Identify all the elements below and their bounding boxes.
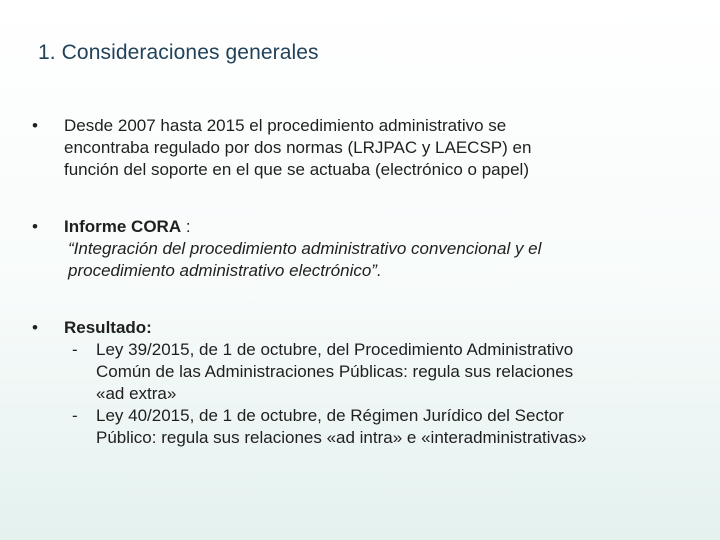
dash-icon: -	[72, 340, 78, 359]
text-line: «ad extra»	[96, 384, 177, 403]
text-line: encontraba regulado por dos normas (LRJPAC y LAECSP) en	[64, 138, 532, 157]
bullet-icon: •	[32, 318, 38, 337]
bullet-icon: •	[32, 116, 38, 135]
bullet-heading	[64, 216, 692, 238]
dash-icon: -	[72, 406, 78, 425]
bullet-text	[64, 115, 692, 181]
text-line: Ley 39/2015, de 1 de octubre, del Procedimiento Administrativo	[96, 340, 574, 359]
bullet-text	[64, 317, 692, 449]
sub-item-law-40-2015	[64, 405, 692, 449]
bullet-text	[64, 216, 692, 282]
bullet-icon: •	[32, 217, 38, 236]
bullet-item-cora-report	[32, 216, 692, 282]
text-line: Común de las Administraciones Públicas: regula sus relaciones	[96, 362, 574, 381]
text-line: Ley 40/2015, de 1 de octubre, de Régimen Jurídico del Sector	[96, 406, 564, 425]
quote-line: procedimiento administrativo electrónico”.	[68, 261, 382, 280]
cora-label: Informe CORA	[64, 217, 182, 236]
bullet-item-history	[32, 115, 692, 181]
slide-title: 1. Consideraciones generales	[38, 41, 319, 64]
bullet-item-result	[32, 317, 692, 449]
sub-item-law-39-2015	[64, 339, 692, 405]
text-line: función del soporte en el que se actuaba (electrónico o papel)	[64, 160, 529, 179]
text-line: Desde 2007 hasta 2015 el procedimiento administrativo se	[64, 116, 507, 135]
label-separator: :	[181, 217, 191, 236]
quote-line: “Integración del procedimiento administrativo convencional y el	[68, 239, 542, 258]
text-line: Público: regula sus relaciones «ad intra» e «interadministrativas»	[96, 428, 587, 447]
result-label: Resultado:	[64, 318, 152, 337]
